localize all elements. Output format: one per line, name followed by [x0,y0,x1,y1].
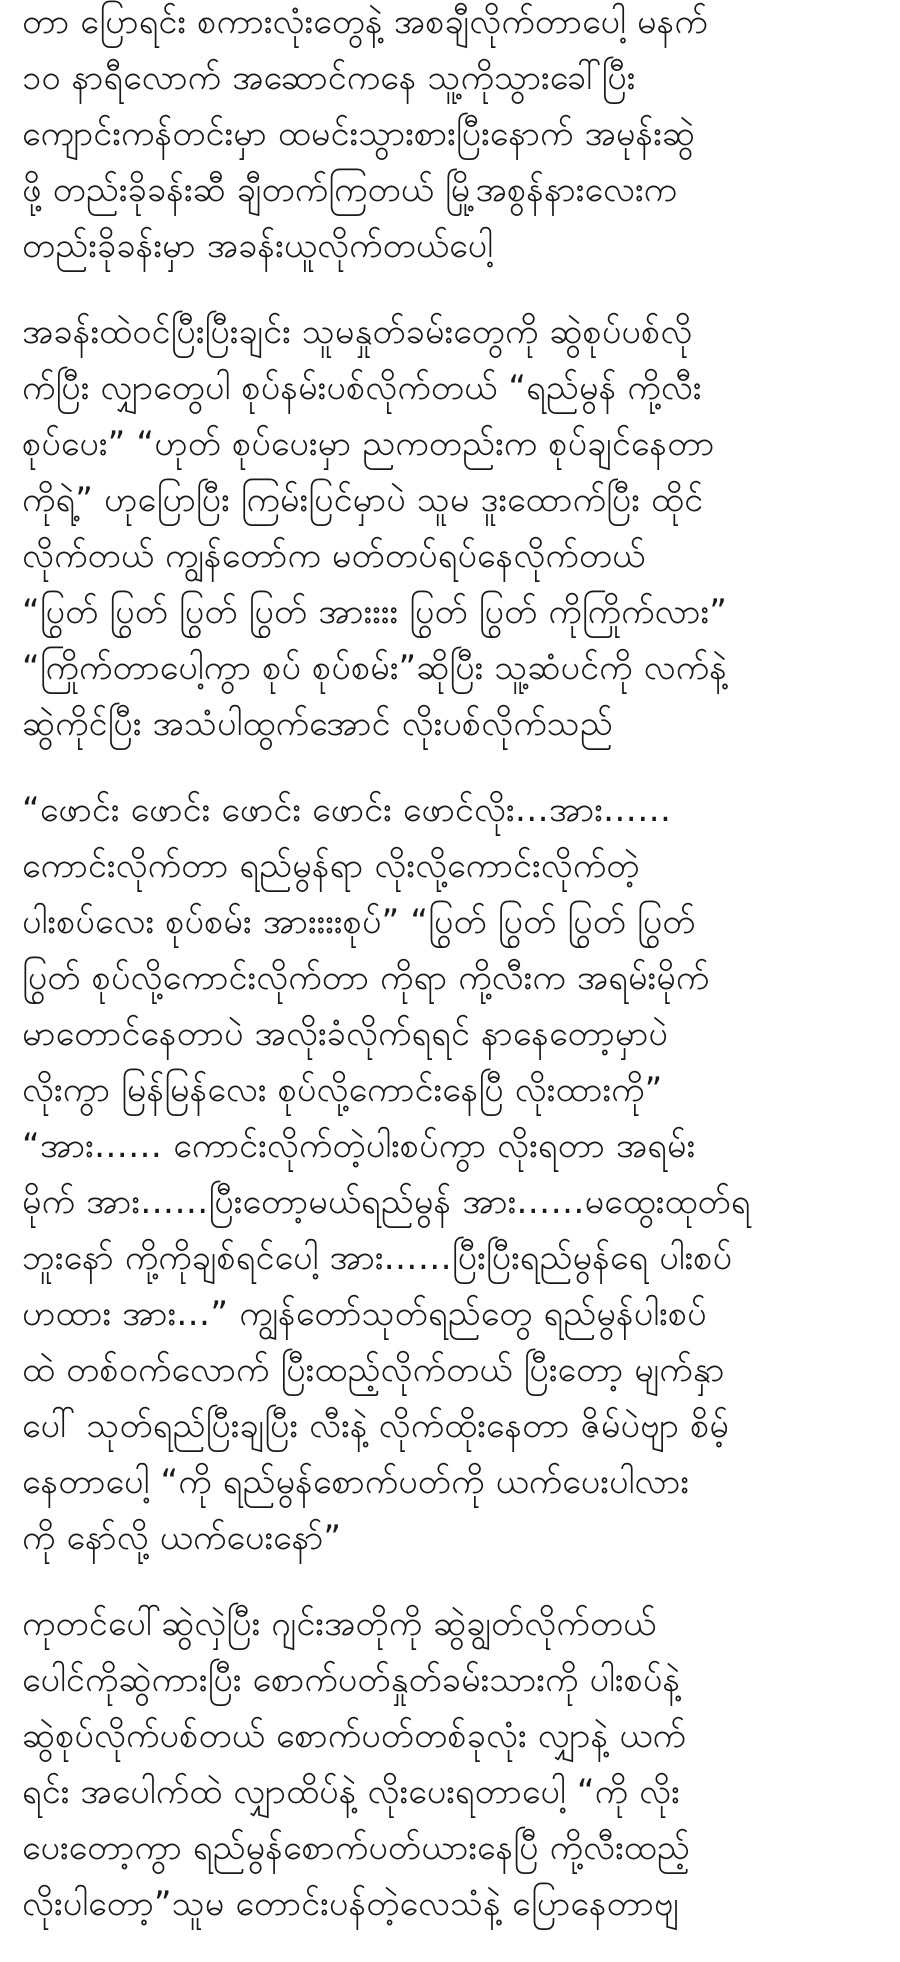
text-line: ပါးစပ်လေး စုပ်စမ်း အားးးးစုပ်” “ပြွတ် ပြွတ် ပြွတ် ပြွတ် [22,902,696,942]
text-line: ဆွဲစုပ်လိုက်ပစ်တယ် စောက်ပတ်တစ်ခုလုံး လျှာနဲ့ ယက် [22,1716,686,1756]
text-line: စုပ်ပေး” “ဟုတ် စုပ်ပေးမှာ ညကတည်းက စုပ်ချင်နေတာ [22,424,715,464]
text-line: လိုက်တယ် ကျွန်တော်က မတ်တပ်ရပ်နေလိုက်တယ် [22,536,646,576]
text-line: ထဲ တစ်ဝက်လောက် ပြီးထည့်လိုက်တယ် ပြီးတော့ မျက်နှာ [22,1350,725,1390]
text-line: “အား…… ကောင်းလိုက်တဲ့ပါးစပ်ကွာ လိုးရတာ အရမ်း [22,1126,696,1166]
text-line: မိုက် အား……ပြီးတော့မယ်ရည်မွန် အား……မထွေးထုတ်ရ [22,1182,751,1222]
text-line: ဘူးနော် ကို့ကိုချစ်ရင်ပေါ့ အား……ပြီးပြီးရည်မွန်ရေ ပါးစပ် [22,1238,733,1278]
text-line: တည်းခိုခန်းမှာ အခန်းယူလိုက်တယ်ပေါ့ [22,226,494,266]
text-line: လိုးကွာ မြန်မြန်လေး စုပ်လို့ကောင်းနေပြီ လိုးထားကို” [22,1070,663,1110]
text-line: ကျောင်းကန်တင်းမှာ ထမင်းသွားစားပြီးနောက် အမုန်းဆွဲ [22,114,696,154]
text-line: “ဖောင်း ဖောင်း ဖောင်း ဖောင်း ဖောင်လိုး…အား…… [22,790,672,830]
paragraph-2 [22,304,882,752]
text-line: က်ပြီး လျှာတွေပါ စုပ်နမ်းပစ်လိုက်တယ် “ရည်မွန် ကို့လီး [22,368,702,408]
text-line: ကုတင်ပေါ်ဆွဲလှဲပြီး ဂျင်းအတိုကို ဆွဲချွတ်လိုက်တယ် [22,1604,657,1644]
text-line: တာ ပြောရင်း စကားလုံးတွေနဲ့ အစချီလိုက်တာပေါ့ မနက် [22,2,708,42]
paragraph-3 [22,782,882,1566]
text-line: ဖို့ တည်းခိုခန်းဆီ ချီတက်ကြတယ် မြို့အစွန်နားလေးက [22,170,678,210]
text-line: ကို နော်လို့ ယက်ပေးနော်” [22,1518,342,1558]
article-body [22,0,882,1962]
text-line: ကိုရဲ့” ဟုပြောပြီး ကြမ်းပြင်မှာပဲ သူမ ဒူးထောက်ပြီး ထိုင် [22,480,704,520]
text-line: ပြွတ် စုပ်လို့ကောင်းလိုက်တာ ကိုရာ ကို့လီးက အရမ်းမိုက် [22,958,710,998]
text-line: ရင်း အပေါက်ထဲ လျှာထိပ်နဲ့ လိုးပေးရတာပေါ့ “ကို လိုး [22,1772,680,1812]
text-line: ဟထား အား…” ကျွန်တော်သုတ်ရည်တွေ ရည်မွန်ပါးစပ် [22,1294,707,1334]
text-line: နေတာပေါ့ “ကို ရည်မွန်စောက်ပတ်ကို ယက်ပေးပါလား [22,1462,690,1502]
text-line: “ပြွတ် ပြွတ် ပြွတ် ပြွတ် အားးးး ပြွတ် ပြွတ် ကိုကြိုက်လား” [22,592,728,632]
text-line: မာတောင်နေတာပဲ အလိုးခံလိုက်ရရင် နာနေတော့မှာပဲ [22,1014,669,1054]
text-line: ကောင်းလိုက်တာ ရည်မွန်ရာ လိုးလို့ကောင်းလိုက်တဲ့ [22,846,640,886]
paragraph-1 [22,0,882,274]
text-line: ပေါင်ကိုဆွဲကားပြီး စောက်ပတ်နှုတ်ခမ်းသားကို ပါးစပ်နဲ့ [22,1660,681,1700]
paragraph-4 [22,1596,882,1932]
text-line: လိုးပါတော့”သူမ တောင်းပန်တဲ့လေသံနဲ့ ပြောနေတာဗျ [22,1884,679,1924]
text-line: ပေါ် သုတ်ရည်ပြီးချပြီး လီးနဲ့ လိုက်ထိုးနေတာ ဇိမ်ပဲဗျာ စိမ့် [22,1406,730,1446]
text-line: ပေးတော့ကွာ ရည်မွန်စောက်ပတ်ယားနေပြီ ကို့လီးထည့် [22,1828,690,1868]
text-line: အခန်းထဲဝင်ပြီးပြီးချင်း သူမနှုတ်ခမ်းတွေကို ဆွဲစုပ်ပစ်လို [22,312,693,352]
text-line: ဆွဲကိုင်ပြီး အသံပါထွက်အောင် လိုးပစ်လိုက်သည် [22,704,613,744]
text-line: “ကြိုက်တာပေါ့ကွာ စုပ် စုပ်စမ်း”ဆိုပြီး သူ့ဆံပင်ကို လက်နဲ့ [22,648,727,688]
text-line: ၁၀ နာရီလောက် အဆောင်ကနေ သူ့ကိုသွားခေါ်ပြီး [22,58,636,98]
